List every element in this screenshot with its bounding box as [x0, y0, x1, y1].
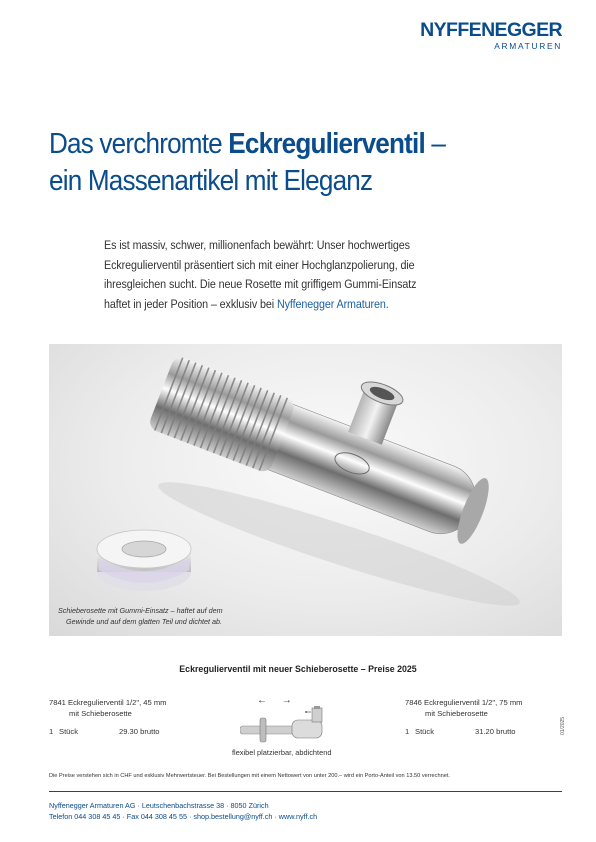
price: 29.30 brutto [119, 727, 160, 736]
brand-logo: NYFFENEGGER [420, 19, 562, 41]
section-title: Eckregulierventil mit neuer Schieberosette – Preise 2025 [179, 664, 417, 675]
intro-line-2: Eckregulierventil präsentiert sich mit einer Hochglanzpolierung, die [104, 257, 415, 272]
footer-divider [49, 791, 562, 792]
title-line-1 [49, 126, 517, 163]
caption-line-2: Gewinde und auf dem glatten Teil und dichtet ab. [66, 616, 222, 626]
product-photo [49, 344, 562, 636]
title-line-2: ein Massenartikel mit Eleganz [49, 165, 373, 197]
unit: Stück [415, 727, 434, 736]
title-post: – [424, 128, 446, 160]
price: 31.20 brutto [475, 727, 516, 736]
diagram-label: flexibel platzierbar, abdichtend [232, 748, 332, 757]
page-title [49, 126, 517, 200]
title-pre: Das verchromte [49, 128, 229, 160]
footer-address: Nyffenegger Armaturen AG · Leutschenbachstrasse 38 · 8050 Zürich [49, 801, 269, 810]
slide-arrows: ← → [257, 695, 298, 706]
product-name: 7841 Eckregulierventil 1/2", 45 mm [49, 698, 167, 707]
intro-line-4 [104, 295, 509, 315]
product-7841 [49, 697, 167, 719]
document-code: 01/2025 [560, 716, 566, 735]
product-variant: mit Schieberosette [69, 709, 132, 718]
product-variant: mit Schieberosette [425, 709, 488, 718]
intro-line-4-text: haftet in jeder Position – exklusiv bei [104, 296, 277, 311]
photo-caption [58, 606, 278, 628]
brand-link-text: Nyffenegger Armaturen. [276, 296, 389, 311]
intro-paragraph [104, 236, 509, 314]
quantity: 1 [49, 727, 54, 736]
rosette-ring [97, 530, 191, 591]
product-7841-price-row [49, 727, 160, 736]
unit: Stück [59, 727, 78, 736]
intro-line-1: Es ist massiv, schwer, millionenfach bewährt: Unser hochwertiges [104, 238, 410, 252]
valve-diagram [240, 706, 340, 744]
product-7846-price-row [405, 727, 516, 736]
caption-line-1: Schieberosette mit Gummi-Einsatz – haftet auf dem [58, 606, 223, 615]
intro-line-3: ihresgleichen sucht. Die neue Rosette mit griffigem Gummi-Einsatz [104, 277, 417, 292]
product-7846 [405, 697, 523, 719]
quantity: 1 [405, 727, 410, 736]
valve-illustration [49, 344, 562, 636]
brand-logo-subtitle: ARMATUREN [494, 41, 562, 51]
title-bold: Eckregulierventil [228, 128, 425, 160]
price-note: Die Preise verstehen sich in CHF und exklusiv Mehrwertsteuer. Bei Bestellungen mit einem Nettowert von unter 200.– wird ein Porto-Anteil von 13.50 verrechnet. [49, 773, 450, 779]
product-name: 7846 Eckregulierventil 1/2", 75 mm [405, 698, 523, 707]
footer-contact[interactable]: Telefon 044 308 45 45 · Fax 044 308 45 55 · shop.bestellung@nyff.ch · www.nyff.ch [49, 812, 318, 821]
